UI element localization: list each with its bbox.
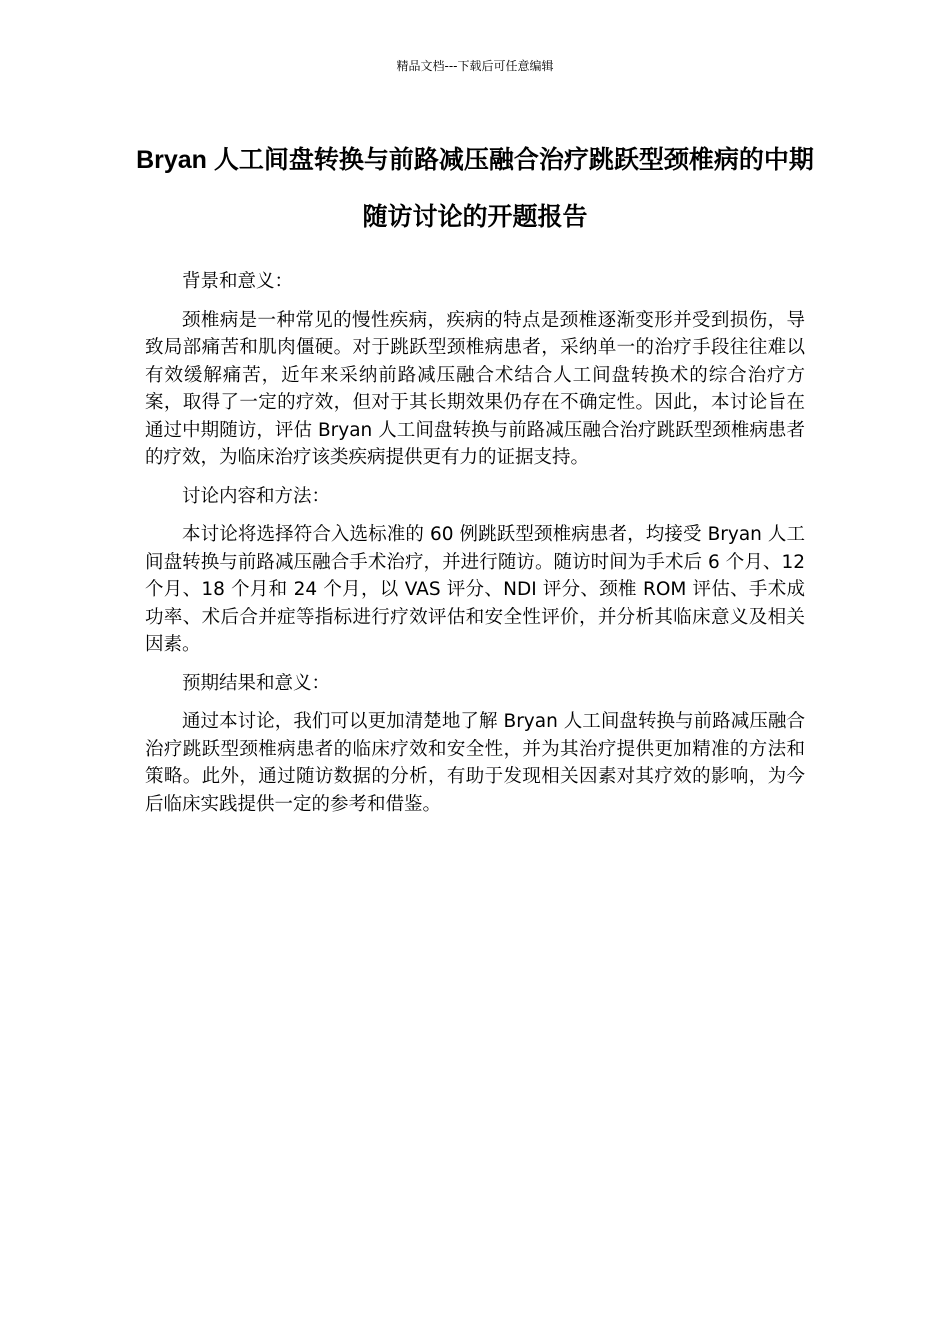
section-heading-background: 背景和意义： [182,271,294,292]
document-body [145,268,805,829]
section-heading-expected-results: 预期结果和意义： [182,672,331,694]
page-header: 精品文档---下载后可任意编辑 [396,59,554,73]
section-heading-methods: 讨论内容和方法： [182,485,331,507]
document-title: Bryan 人工间盘转换与前路减压融合治疗跳跃型颈椎病的中期随访讨论的开题报告 [136,146,814,231]
section-paragraph-methods: 本讨论将选择符合入选标准的 60 例跳跃型颈椎病患者，均接受 Bryan 人工间盘转换与前路减压融合手术治疗，并进行随访。随访时间为手术后 6 个月、12 个月、18 个月和 24 个月，以 VAS 评分、NDI 评分、颈椎 ROM 评估、手术成功率、术后合并症等指标进行疗效评估和安全性评价，并分析其临床意义及相关因素。 [145,524,805,655]
section-paragraph-expected-results: 通过本讨论，我们可以更加清楚地了解 Bryan 人工间盘转换与前路减压融合治疗跳跃型颈椎病患者的临床疗效和安全性，并为其治疗提供更加精准的方法和策略。此外，通过随访数据的分析，有助于发现相关因素对其疗效的影响，为今后临床实践提供一定的参考和借鉴。 [145,711,805,815]
section-paragraph-background: 颈椎病是一种常见的慢性疾病，疾病的特点是颈椎逐渐变形并受到损伤，导致局部痛苦和肌肉僵硬。对于跳跃型颈椎病患者，采纳单一的治疗手段往往难以有效缓解痛苦，近年来采纳前路减压融合术结合人工间盘转换术的综合治疗方案，取得了一定的疗效，但对于其长期效果仍存在不确定性。因此，本讨论旨在通过中期随访，评估 Bryan 人工间盘转换与前路减压融合治疗跳跃型颈椎病患者的疗效，为临床治疗该类疾病提供更有力的证据支持。 [145,309,805,468]
